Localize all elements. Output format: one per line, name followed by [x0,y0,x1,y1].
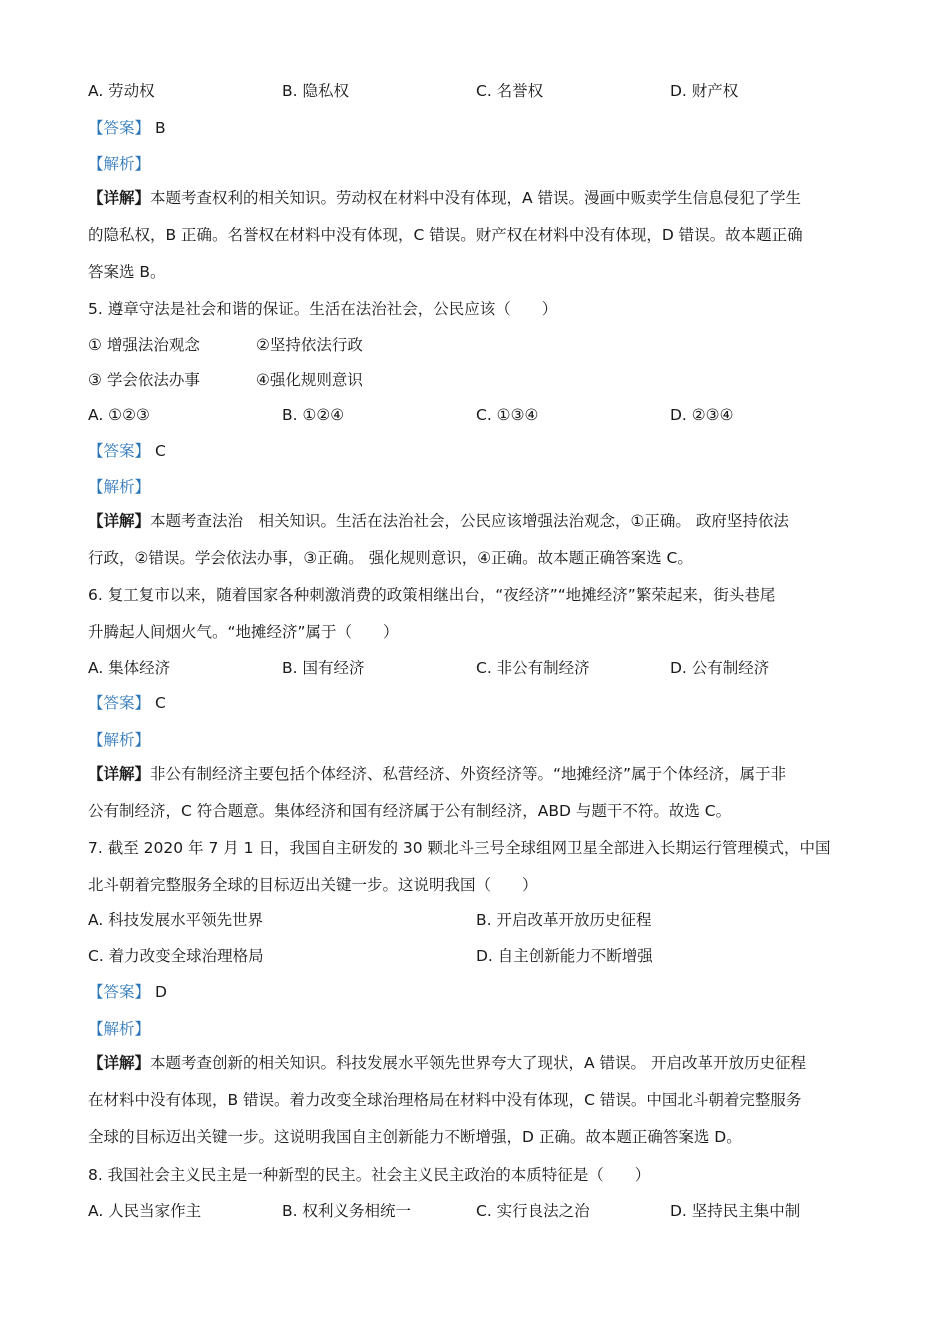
answer-tag: 【答案】 [88,983,151,1001]
q4-option-c: C. 名誉权 [476,82,544,100]
q4-option-b: B. 隐私权 [282,82,349,100]
detail-line: 【详解】本题考查法治 相关知识。生活在法治社会，公民应该增强法治观念，①正确。 政府坚持依法 [88,512,789,530]
detail-line: 【详解】本题考查权利的相关知识。劳动权在材料中没有体现，A 错误。漫画中贩卖学生信息侵犯了学生 [88,189,802,207]
q7-stem [88,830,864,904]
q5-option-d: D. ②③④ [670,406,734,424]
detail-line: 公有制经济，C 符合题意。集体经济和国有经济属于公有制经济，ABD 与题干不符。故选 C。 [88,802,732,820]
q7-option-d: D. 自主创新能力不断增强 [476,947,653,965]
detail-line: 【详解】本题考查创新的相关知识。科技发展水平领先世界夸大了现状，A 错误。 开启改革开放历史征程 [88,1054,806,1072]
stem-line: 升腾起人间烟火气。“地摊经济”属于（ ） [88,623,399,641]
detail-line: 行政，②错误。学会依法办事，③正确。 强化规则意识，④正确。故本题正确答案选 C。 [88,549,693,567]
stem-line: 7. 截至 2020 年 7 月 1 日，我国自主研发的 30 颗北斗三号全球组网卫星全部进入长期运行管理模式，中国 [88,839,831,857]
stem-line: 6. 复工复市以来，随着国家各种刺激消费的政策相继出台，“夜经济”“地摊经济”繁荣起来，街头巷尾 [88,586,776,604]
q8-stem: 8. 我国社会主义民主是一种新型的民主。社会主义民主政治的本质特征是（ ） [88,1166,651,1184]
q8-option-a: A. 人民当家作主 [88,1202,202,1220]
q5-analysis-tag: 【解析】 [88,478,151,496]
q6-answer [88,692,166,714]
detail-line: 在材料中没有体现，B 错误。着力改变全球治理格局在材料中没有体现，C 错误。中国北斗朝着完整服务 [88,1091,802,1109]
q4-analysis-tag: 【解析】 [88,155,151,173]
q5-detail [88,503,864,577]
detail-tag: 【详解】 [88,512,151,530]
q7-option-a: A. 科技发展水平领先世界 [88,911,264,929]
q7-answer [88,981,167,1003]
q7-option-b: B. 开启改革开放历史征程 [476,911,652,929]
q5-item-2: ②坚持依法行政 [256,336,363,354]
stem-line: 北斗朝着完整服务全球的目标迈出关键一步。这说明我国（ ） [88,876,538,894]
q7-analysis-tag: 【解析】 [88,1020,151,1038]
answer-tag: 【答案】 [88,119,151,137]
detail-tag: 【详解】 [88,765,151,783]
q7-detail [88,1045,864,1156]
q5-option-b: B. ①②④ [282,406,345,424]
answer-value: C [154,442,166,460]
q8-option-c: C. 实行良法之治 [476,1202,590,1220]
answer-value: D [154,983,167,1001]
q6-option-c: C. 非公有制经济 [476,659,590,677]
q4-option-a: A. 劳动权 [88,82,155,100]
q7-option-c: C. 着力改变全球治理格局 [88,947,264,965]
q4-option-d: D. 财产权 [670,82,739,100]
q6-stem [88,577,864,651]
q8-option-d: D. 坚持民主集中制 [670,1202,801,1220]
q6-option-a: A. 集体经济 [88,659,171,677]
answer-value: C [154,694,166,712]
answer-tag: 【答案】 [88,442,151,460]
q5-stem: 5. 遵章守法是社会和谐的保证。生活在法治社会，公民应该（ ） [88,300,558,318]
detail-line: 【详解】非公有制经济主要包括个体经济、私营经济、外资经济等。“地摊经济”属于个体经济，属于非 [88,765,787,783]
q6-option-b: B. 国有经济 [282,659,365,677]
detail-tag: 【详解】 [88,1054,151,1072]
q5-item-4: ④强化规则意识 [256,371,363,389]
q5-option-c: C. ①③④ [476,406,539,424]
detail-line: 全球的目标迈出关键一步。这说明我国自主创新能力不断增强，D 正确。故本题正确答案选 D。 [88,1128,742,1146]
q6-analysis-tag: 【解析】 [88,731,151,749]
q6-detail [88,756,864,830]
detail-line: 答案选 B。 [88,263,166,281]
detail-line: 的隐私权，B 正确。名誉权在材料中没有体现，C 错误。财产权在材料中没有体现，D 错误。故本题正确 [88,226,803,244]
q6-option-d: D. 公有制经济 [670,659,770,677]
q5-item-1: ① 增强法治观念 [88,336,200,354]
detail-tag: 【详解】 [88,189,151,207]
q5-option-a: A. ①②③ [88,406,150,424]
answer-tag: 【答案】 [88,694,151,712]
q5-item-3: ③ 学会依法办事 [88,371,200,389]
answer-value: B [154,119,166,137]
q8-option-b: B. 权利义务相统一 [282,1202,411,1220]
q4-answer [88,117,166,139]
q5-answer [88,440,166,462]
q4-detail [88,180,864,291]
